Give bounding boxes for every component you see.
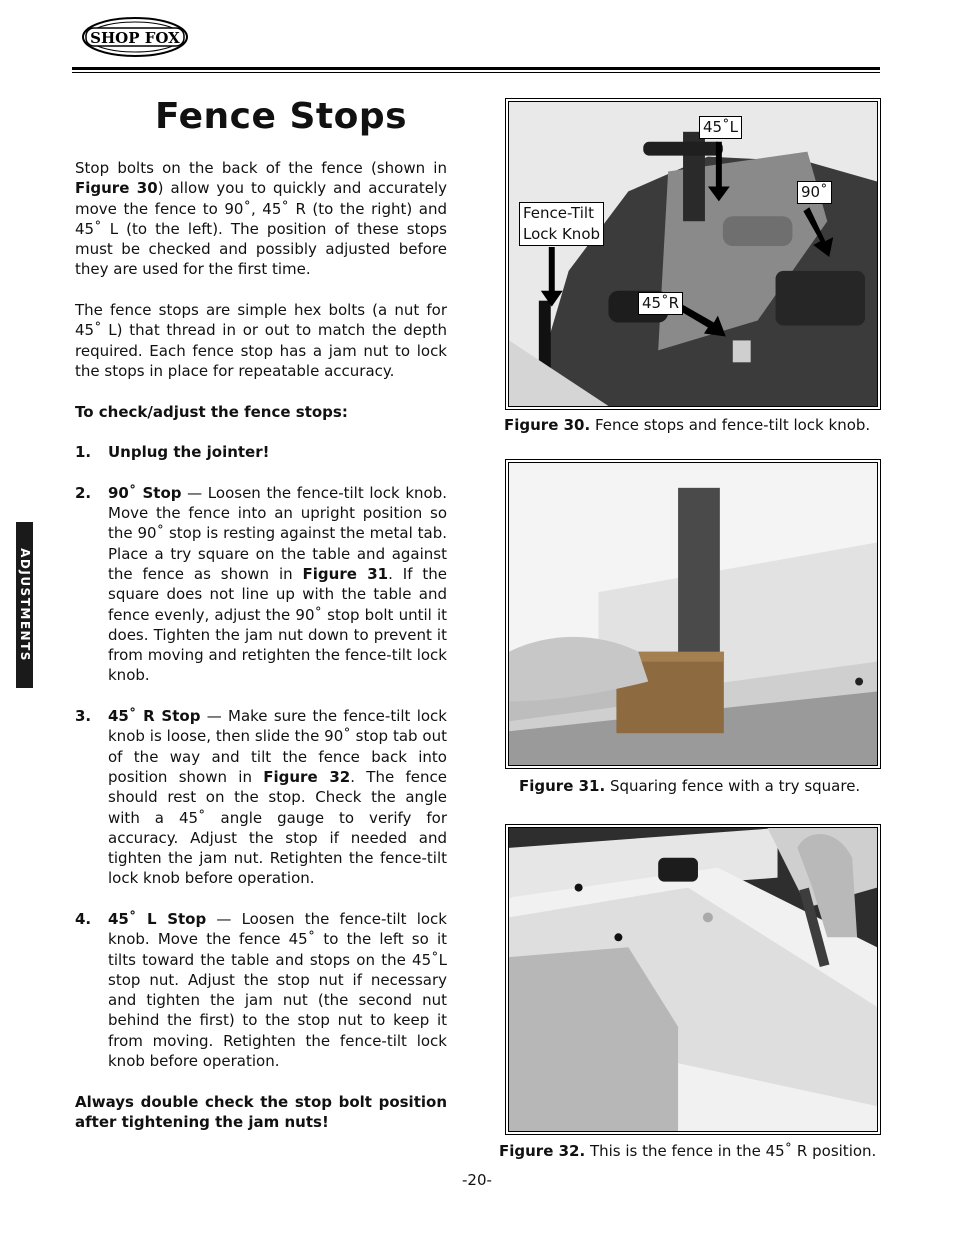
step-title: Unplug the jointer! bbox=[108, 443, 270, 462]
figure-32-caption: Figure 32. This is the fence in the 45˚ R position. bbox=[499, 1142, 877, 1160]
figure-30-caption: Figure 30. Fence stops and fence-tilt lock knob. bbox=[504, 416, 871, 434]
figure-32 bbox=[505, 824, 881, 1135]
step-number: 2. bbox=[75, 483, 92, 502]
figure-30-photo bbox=[509, 102, 877, 406]
figure-31-caption: Figure 31. Squaring fence with a try square. bbox=[519, 777, 861, 795]
figure-30 bbox=[505, 98, 881, 410]
step-item: 3. 45˚ R Stop — Make sure the fence-tilt lock knob is loose, then slide the 90˚ stop tab out of the way and tilt the fence back into position shown in Figure 32. The fence should rest on the stop. Check the angle with a 45˚ angle gauge to verify for accuracy. Adjust the stop if needed and tighten the jam nut. Retighten the fence-tilt lock knob before operation. bbox=[75, 707, 447, 888]
header-rule bbox=[72, 67, 880, 70]
figure-reference: Figure 32 bbox=[263, 767, 351, 786]
figure-31-photo bbox=[509, 463, 877, 765]
procedure-heading: To check/adjust the fence stops: bbox=[75, 402, 348, 421]
step-number: 3. bbox=[75, 707, 92, 726]
step-title: 90˚ Stop bbox=[108, 483, 182, 502]
step-number: 4. bbox=[75, 909, 92, 928]
callout-fence-tilt-lock-knob: Fence-Tilt Lock Knob bbox=[519, 202, 604, 246]
warning-note: Always double check the stop bolt position after tightening the jam nuts! bbox=[75, 1092, 447, 1131]
side-tab-label: ADJUSTMENTS bbox=[17, 548, 32, 662]
callout-90: 90˚ bbox=[797, 181, 832, 204]
body-text-column bbox=[75, 158, 447, 1153]
intro-paragraph-2: The fence stops are simple hex bolts (a nut for 45˚ L) that thread in or out to match the depth required. Each fence stop has a jam nut to lock the stops in place for repeatable accuracy. bbox=[75, 301, 447, 380]
header-rule-thin bbox=[72, 72, 880, 73]
intro-paragraph-1: Stop bolts on the back of the fence (shown in Figure 30) allow you to quickly and accurately move the fence to 90˚, 45˚ R (to the right) and 45˚ L (to the left). The position of these stops must be checked and possibly adjusted before they are used for the first time. bbox=[75, 159, 447, 279]
step-item bbox=[75, 442, 447, 462]
shop-fox-logo bbox=[80, 16, 190, 58]
step-item: 4. 45˚ L Stop — Loosen the fence-tilt lock knob. Move the fence 45˚ to the left so it tilts toward the table and stops on the 45˚L stop nut. Adjust the stop nut if necessary and tighten the jam nut (the second nut behind the first) to the stop nut to keep it from moving. Retighten the fence-tilt lock knob before operation. bbox=[75, 909, 447, 1071]
page-number: -20- bbox=[462, 1171, 492, 1189]
step-number: 1. bbox=[75, 443, 92, 462]
logo-text: SHOP FOX bbox=[90, 29, 180, 47]
figure-reference: Figure 31 bbox=[302, 564, 389, 583]
figure-31 bbox=[505, 459, 881, 769]
section-side-tab bbox=[16, 522, 33, 688]
step-item: 2. 90˚ Stop — Loosen the fence-tilt lock knob. Move the fence into an upright position so the 90˚ stop is resting against the metal tab. Place a try square on the table and against the fence as shown in Figure 31. If the square does not line up with the table and fence evenly, adjust the 90˚ stop bolt until it does. Tighten the jam nut down to prevent it from moving and retighten the fence-tilt lock knob. bbox=[75, 483, 447, 685]
callout-45r: 45˚R bbox=[638, 292, 683, 315]
figure-32-photo bbox=[509, 828, 877, 1131]
step-title: 45˚ L Stop bbox=[108, 909, 207, 928]
page-title: Fence Stops bbox=[155, 96, 408, 137]
step-title: 45˚ R Stop bbox=[108, 707, 201, 726]
callout-45l: 45˚L bbox=[699, 116, 742, 139]
figure-reference: Figure 30 bbox=[75, 179, 158, 198]
